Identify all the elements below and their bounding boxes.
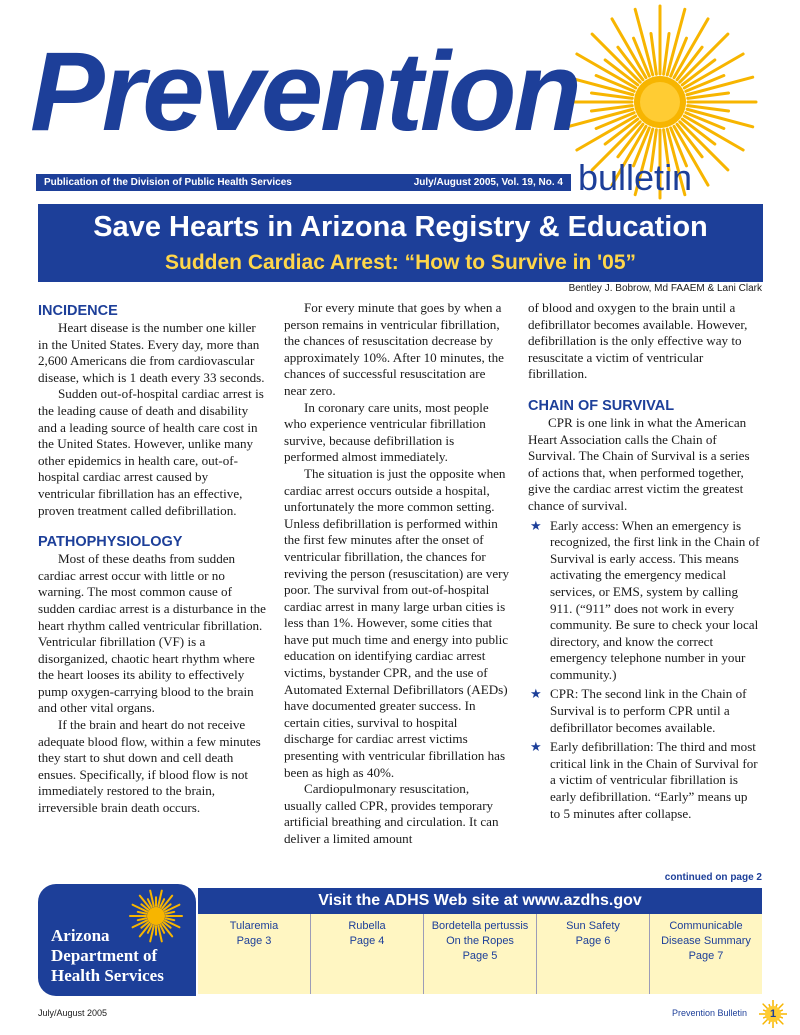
section-heading-incidence: INCIDENCE <box>38 303 118 319</box>
section-heading-pathophysiology: PATHOPHYSIOLOGY <box>38 534 183 551</box>
publisher-line: Publication of the Division of Public Health Services <box>44 177 292 188</box>
page-number: 1 <box>769 1008 777 1020</box>
index-item[interactable]: Sun Safety Page 6 <box>537 914 650 994</box>
headline-banner <box>38 204 763 282</box>
footer-publication-name: Prevention Bulletin <box>672 1008 748 1018</box>
continued-note: continued on page 2 <box>664 872 762 883</box>
masthead-subtitle: bulletin <box>578 157 693 198</box>
star-bullet-icon: ★ <box>530 739 542 755</box>
paragraph: For every minute that goes by when a person remains in ventricular fibrillation, the chances of resuscitation decrease by approximately 10%. After 10 minutes, the chances of successful resuscitation are near zero. <box>284 300 504 398</box>
index-item[interactable]: Communicable Disease Summary Page 7 <box>661 920 751 962</box>
publication-bar <box>36 174 571 191</box>
paragraph: of blood and oxygen to the brain until a defibrillator becomes available. However, defibrillation is the only effective way to resuscitate a victim of ventricular fibrillation. <box>528 300 748 382</box>
agency-name-line-1: Arizona <box>51 926 110 945</box>
sun-ray <box>138 912 147 914</box>
footer-date: July/August 2005 <box>38 1008 108 1018</box>
agency-name-line-2: Department of <box>51 946 158 965</box>
list-item: ★ Early defibrillation: The third and most critical link in the Chain of Survival for a victim of ventricular fibrillation is early defibrillation. “Early” means up to 5 minutes after collapse. <box>530 739 758 821</box>
list-item: ★ Early access: When an emergency is recognized, the first link in the Chain of Survival is early access. This means activating the emergency medical services, or EMS, system by calling 911. (“911” does not work in every community. Be sure to check your local directory, and know the correct emergency telephone number in your community.) <box>530 517 760 682</box>
paragraph: Cardiopulmonary resuscitation, usually called CPR, provides temporary artificial breathing and circulation. It can deliver a limited amount <box>284 781 499 846</box>
masthead-title: Prevention <box>30 29 579 154</box>
paragraph: The situation is just the opposite when cardiac arrest occurs outside a hospital, unfortunately the more common setting. Unless defibrillation is performed within the first few minutes after the onset of ventricular fibrillation, the chances for reviving the person (resuscitation) are very poor. The survival from out-of-hospital cardiac arrest in many large urban cities is less than 1%. However, some cities that have put much time and energy into public education on identifying cardiac arrest victims, bystander CPR, and the use of Automated External Defibrillators (AEDs) have documented greater success. In certain cities, survival to hospital discharge for cardiac arrest victims presenting with ventricular fibrillation has been as high as 40%. <box>284 465 510 780</box>
byline: Bentley J. Bobrow, Md FAAEM & Lani Clark <box>568 283 762 294</box>
sun-ray <box>166 918 175 920</box>
issue-line: July/August 2005, Vol. 19, No. 4 <box>413 177 563 188</box>
paragraph: If the brain and heart do not receive adequate blood flow, within a few minutes they start to shut down and cell death ensues. Specifically, if blood flow is not immediately restored to the brain, irreversible brain death occurs. <box>38 717 261 816</box>
star-bullet-icon: ★ <box>530 517 542 533</box>
agency-name-line-3: Health Services <box>51 966 164 985</box>
paragraph: CPR is one link in what the American Heart Association calls the Chain of Survival. The Chain of Survival is a series of actions that, when performed together, give the cardiac arrest victim the greatest chance of survival. <box>528 414 750 513</box>
list-item: ★ CPR: The second link in the Chain of Survival is to perform CPR until a defibrillator becomes available. <box>530 686 747 735</box>
article-column-1 <box>38 302 266 817</box>
index-item[interactable]: Tularemia Page 3 <box>198 914 311 994</box>
sun-logo-icon <box>128 888 184 944</box>
sun-ray <box>166 912 175 914</box>
contents-index <box>198 914 762 994</box>
website-banner[interactable]: Visit the ADHS Web site at www.azdhs.gov <box>198 888 762 914</box>
headline-title: Save Hearts in Arizona Registry & Education <box>93 211 708 243</box>
article-column-2 <box>284 300 510 848</box>
paragraph: Most of these deaths from sudden cardiac arrest occur with little or no warning. The most common cause of sudden cardiac arrest is a disturbance in the heart rhythm called ventricular fibrillation. Ventricular fibrillation (VF) is a disorganized, chaotic heart rhythm where the heart looses its ability to effectively pump oxygen-carrying blood to the brain and other vital organs. <box>38 551 266 716</box>
article-column-3 <box>528 300 760 825</box>
paragraph: In coronary care units, most people who experience ventricular fibrillation survive, because defibrillation is performed almost immediately. <box>284 399 489 465</box>
index-item[interactable]: Rubella Page 4 <box>311 914 424 994</box>
sun-ray <box>138 918 147 920</box>
paragraph: Sudden out-of-hospital cardiac arrest is the leading cause of death and disability and a leading source of health care cost in the United States. However, unlike many other epidemics in health care, out-of-hospital cardiac arrest caused by ventricular fibrillation has an effective, proven treatment called defibrillation. <box>38 386 264 518</box>
chain-links-list <box>528 518 760 823</box>
headline-subtitle: Sudden Cardiac Arrest: “How to Survive in '05” <box>165 250 636 274</box>
paragraph: Heart disease is the number one killer in the United States. Every day, more than 2,600 Americans die from cardiovascular disease, which is 1 death every 33 seconds. <box>38 320 265 385</box>
index-item[interactable]: Bordetella pertussis On the Ropes Page 5 <box>424 914 537 994</box>
section-heading-chain-of-survival: CHAIN OF SURVIVAL <box>528 397 675 414</box>
star-bullet-icon: ★ <box>530 686 542 702</box>
